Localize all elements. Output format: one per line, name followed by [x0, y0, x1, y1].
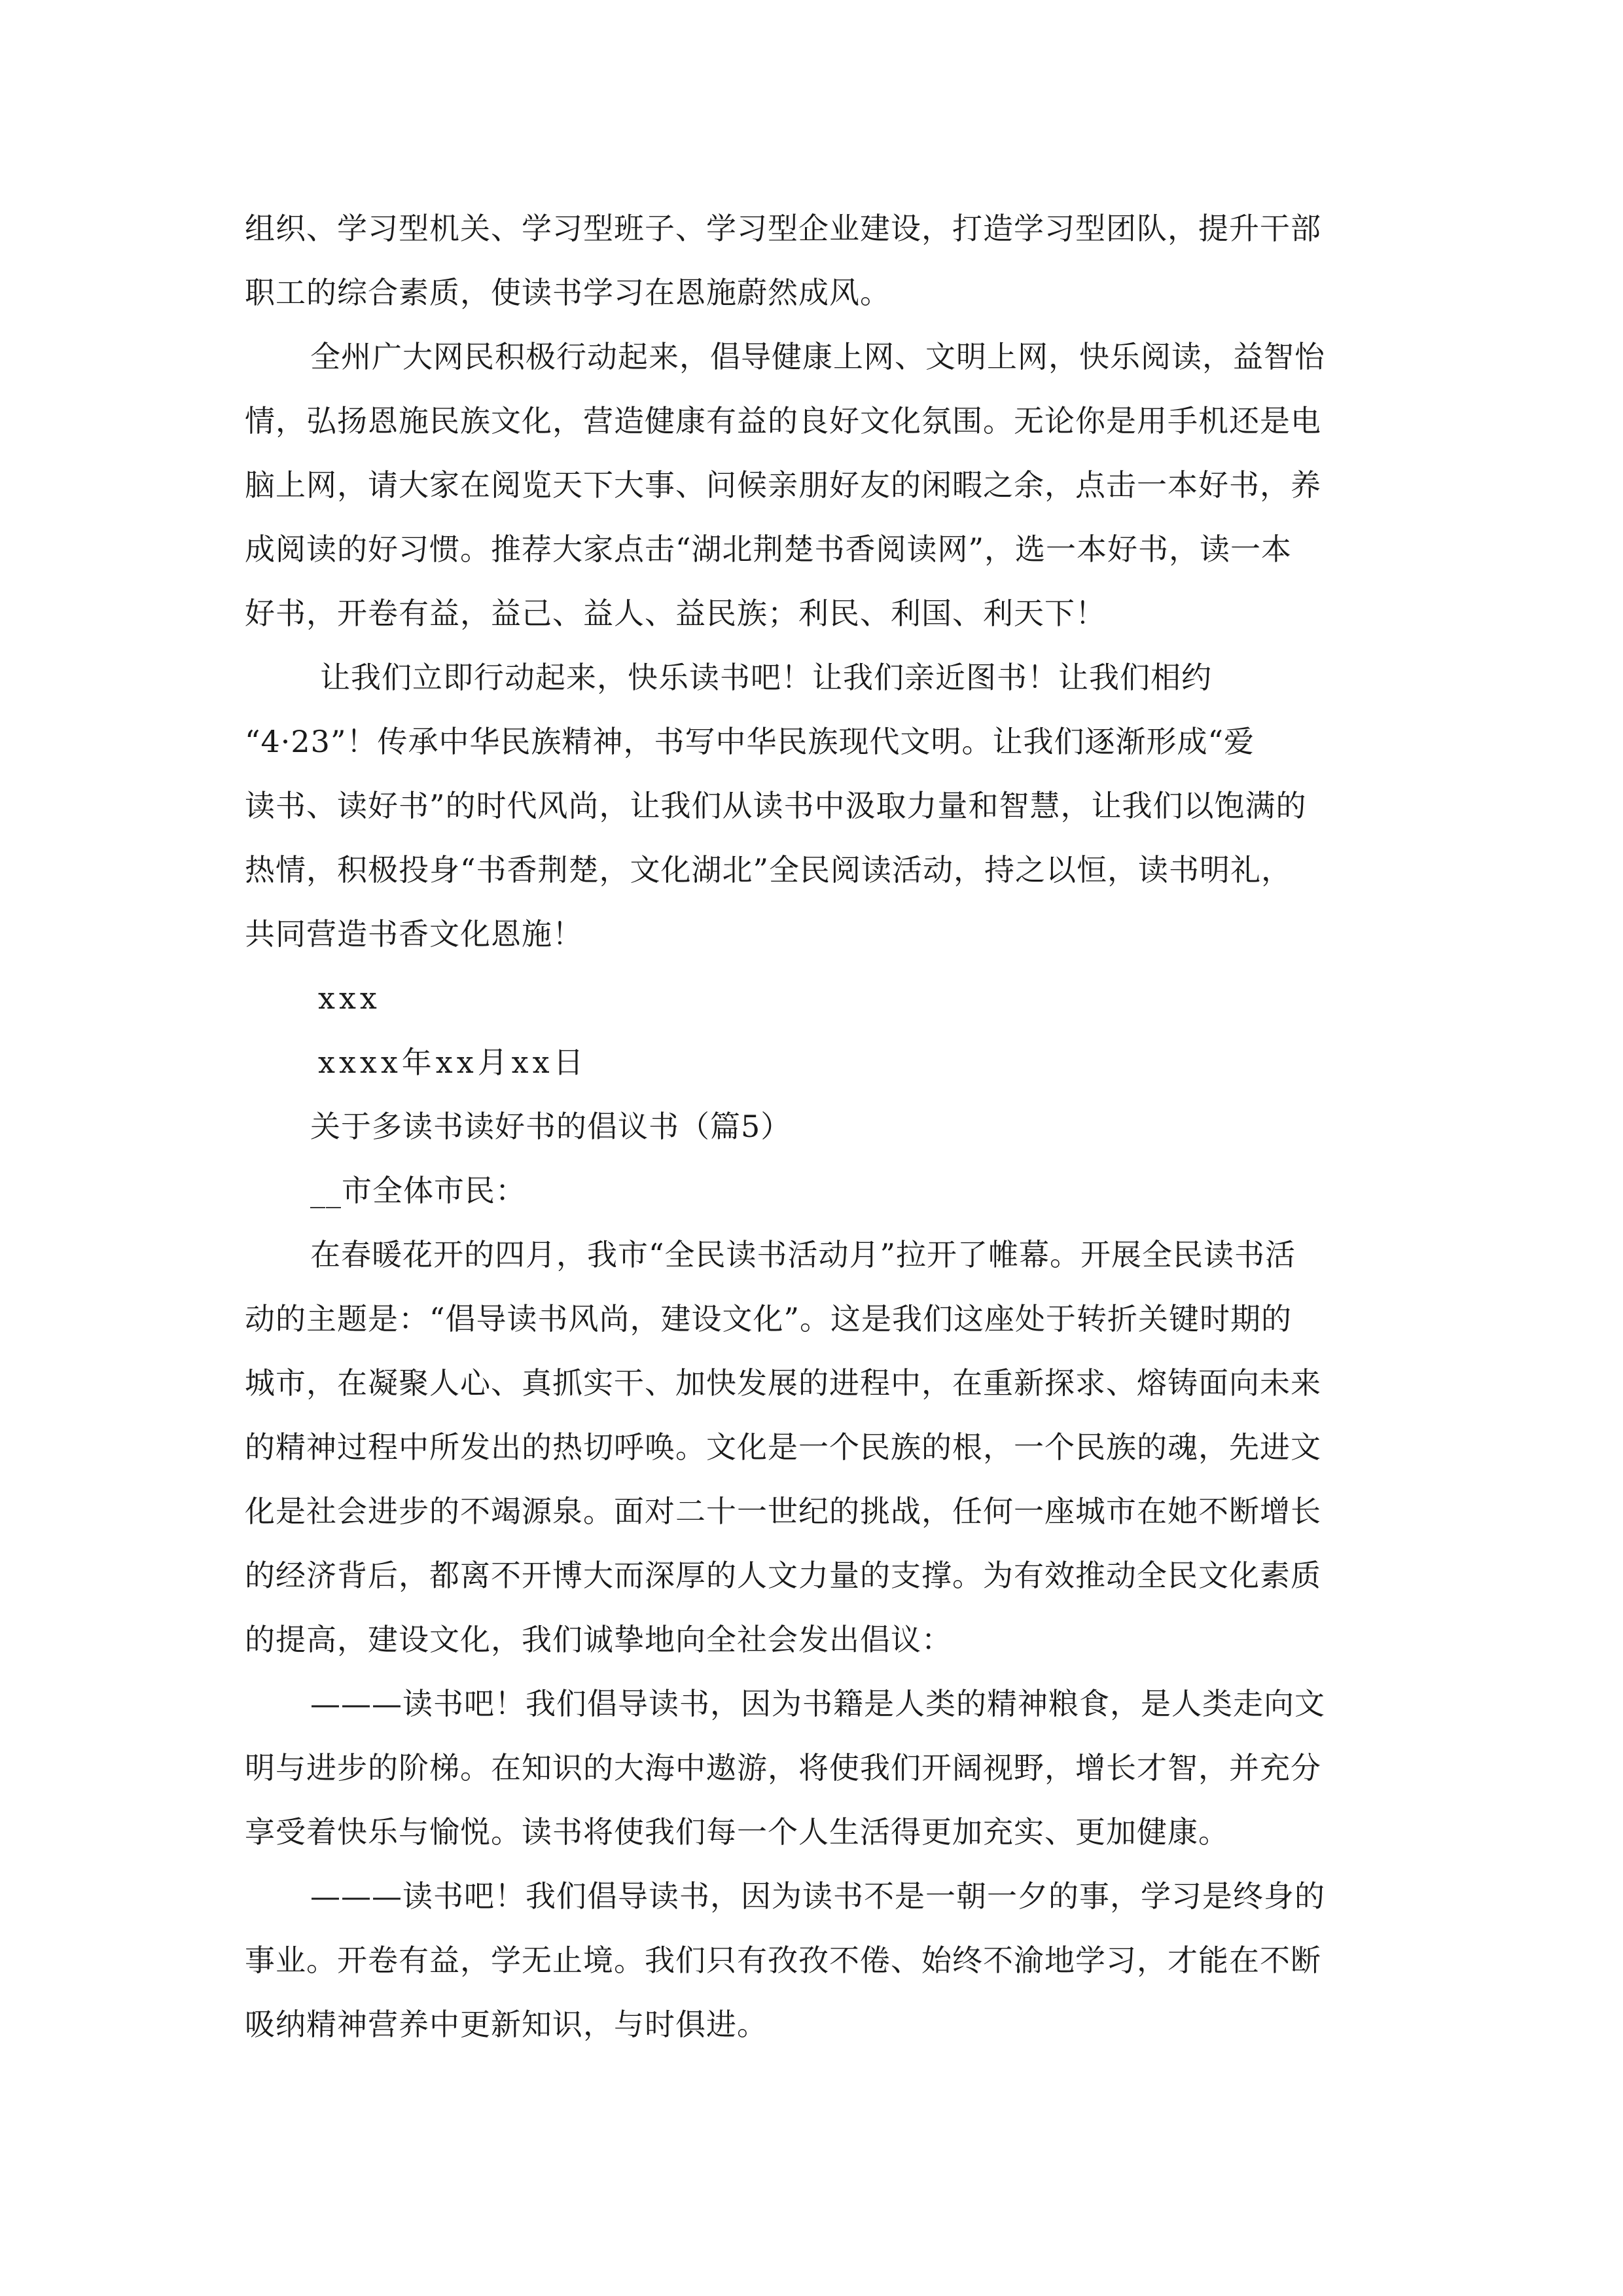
text-line: 享受着快乐与愉悦。读书将使我们每一个人生活得更加充实、更加健康。	[245, 1814, 1229, 1850]
text-line: 成阅读的好习惯。推荐大家点击“湖北荆楚书香阅读网”，选一本好书，读一本	[245, 531, 1293, 567]
paragraph-start: 让我们立即行动起来，快乐读书吧！让我们亲近图书！让我们相约	[320, 660, 1212, 695]
text-line: 好书，开卷有益，益己、益人、益民族；利民、利国、利天下！	[245, 596, 1106, 631]
document-body	[245, 196, 1383, 2056]
text-line: 动的主题是：“倡导读书风尚，建设文化”。这是我们这座处于转折关键时期的	[245, 1301, 1293, 1336]
text-line: 共同营造书香文化恩施！	[245, 916, 583, 952]
text-line: 的经济背后，都离不开博大而深厚的人文力量的支撑。为有效推动全民文化素质	[245, 1558, 1321, 1593]
text-line: 的提高，建设文化，我们诚挚地向全社会发出倡议：	[245, 1622, 952, 1657]
text-line: 脑上网，请大家在阅览天下大事、问候亲朋好友的闲暇之余，点击一本好书，养	[245, 467, 1321, 503]
text-line: “4·23”！传承中华民族精神，书写中华民族现代文明。让我们逐渐形成“爱	[245, 724, 1255, 759]
text-line: 读书、读好书”的时代风尚，让我们从读书中汲取力量和智慧，让我们以饱满的	[245, 788, 1307, 823]
salutation: __市全体市民：	[310, 1173, 526, 1208]
text-line: 明与进步的阶梯。在知识的大海中遨游，将使我们开阔视野，增长才智，并充分	[245, 1750, 1321, 1785]
text-line: 吸纳精神营养中更新知识，与时俱进。	[245, 2007, 768, 2042]
paragraph-start: 全州广大网民积极行动起来，倡导健康上网、文明上网，快乐阅读，益智怡	[310, 339, 1325, 374]
paragraph-start: ———读书吧！我们倡导读书，因为读书不是一朝一夕的事，学习是终身的	[310, 1878, 1325, 1914]
text-line: 事业。开卷有益，学无止境。我们只有孜孜不倦、始终不渝地学习，才能在不断	[245, 1943, 1321, 1978]
paragraph-start: 在春暖花开的四月，我市“全民读书活动月”拉开了帷幕。开展全民读书活	[310, 1237, 1296, 1272]
signature-name: xxx	[318, 980, 381, 1016]
text-line: 组织、学习型机关、学习型班子、学习型企业建设，打造学习型团队，提升干部	[245, 211, 1321, 246]
text-line: 城市，在凝聚人心、真抓实干、加快发展的进程中，在重新探求、熔铸面向未来	[245, 1365, 1321, 1401]
text-line: 职工的综合素质，使读书学习在恩施蔚然成风。	[245, 275, 891, 310]
paragraph-start: ———读书吧！我们倡导读书，因为书籍是人类的精神粮食，是人类走向文	[310, 1686, 1325, 1721]
text-line: 情，弘扬恩施民族文化，营造健康有益的良好文化氛围。无论你是用手机还是电	[245, 403, 1321, 439]
text-line: 化是社会进步的不竭源泉。面对二十一世纪的挑战，任何一座城市在她不断增长	[245, 1494, 1321, 1529]
section-title: 关于多读书读好书的倡议书（篇5）	[310, 1109, 792, 1144]
text-line: 热情，积极投身“书香荆楚，文化湖北”全民阅读活动，持之以恒，读书明礼，	[245, 852, 1293, 888]
signature-date: xxxx年xx月xx日	[318, 1045, 588, 1080]
text-line: 的精神过程中所发出的热切呼唤。文化是一个民族的根，一个民族的魂，先进文	[245, 1429, 1321, 1465]
